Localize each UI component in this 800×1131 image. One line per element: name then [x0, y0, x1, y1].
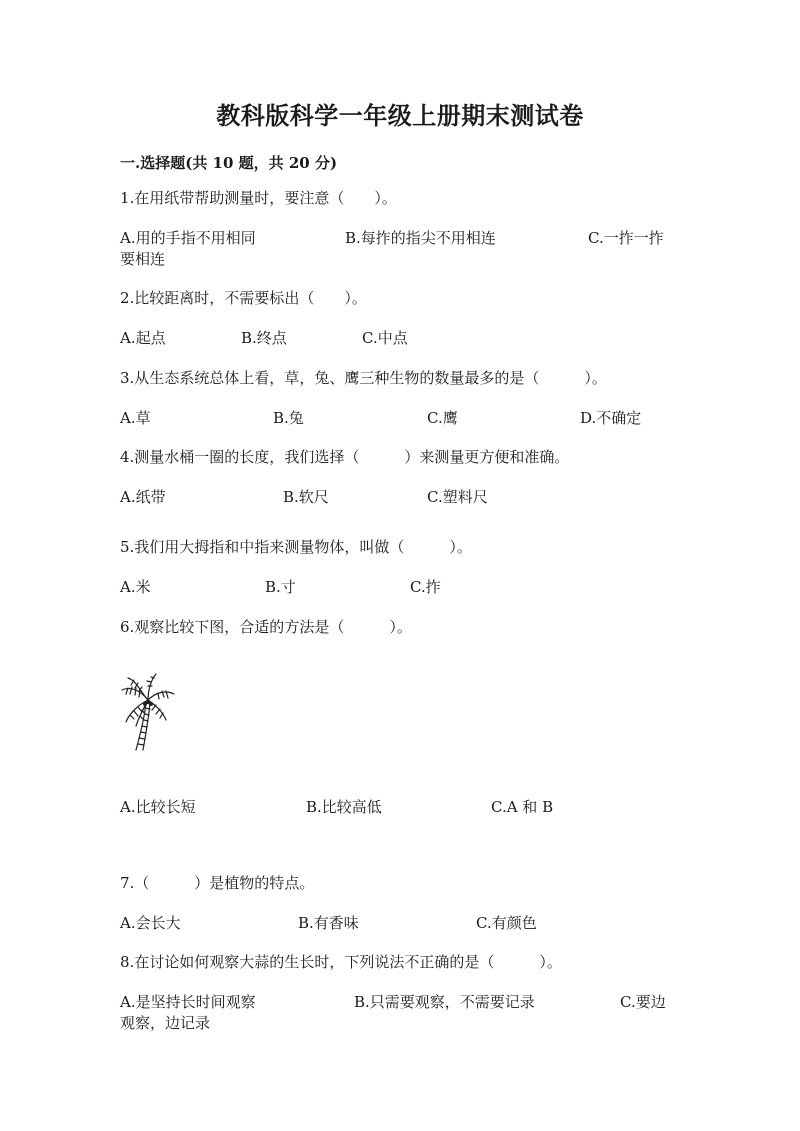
- question-6-stem: 6.观察比较下图，合适的方法是（ ）。: [120, 618, 412, 636]
- question-5-option-b[interactable]: B.寸: [265, 578, 296, 596]
- question-8-option-c[interactable]: C.要边: [620, 993, 666, 1011]
- question-1-option-b[interactable]: B.每拃的指尖不用相连: [345, 229, 496, 247]
- question-7-option-a[interactable]: A.会长大: [120, 914, 181, 932]
- question-5-option-c[interactable]: C.拃: [410, 578, 441, 596]
- palm-tree-icon: [118, 672, 178, 754]
- question-4-option-a[interactable]: A.纸带: [120, 488, 166, 506]
- question-6-option-a[interactable]: A.比较长短: [120, 798, 196, 816]
- question-1-stem: 1.在用纸带帮助测量时，要注意（ ）。: [120, 189, 397, 207]
- question-4-option-b[interactable]: B.软尺: [283, 488, 329, 506]
- question-8-option-b[interactable]: B.只需要观察，不需要记录: [354, 993, 535, 1011]
- question-2-option-a[interactable]: A.起点: [120, 329, 166, 347]
- question-3-option-a[interactable]: A.草: [120, 409, 151, 427]
- question-5-option-a[interactable]: A.米: [120, 578, 151, 596]
- question-7-option-b[interactable]: B.有香味: [298, 914, 359, 932]
- question-8-option-a[interactable]: A.是坚持长时间观察: [120, 993, 256, 1011]
- question-8-option-c-continuation: 观察，边记录: [120, 1014, 211, 1032]
- question-3-option-d[interactable]: D.不确定: [580, 409, 642, 427]
- question-3-option-c[interactable]: C.鹰: [427, 409, 458, 427]
- exam-title: 教科版科学一年级上册期末测试卷: [216, 101, 584, 130]
- question-1-option-a[interactable]: A.用的手指不用相同: [120, 229, 256, 247]
- section-heading: 一.选择题(共 10 题，共 20 分): [120, 154, 338, 172]
- question-2-option-c[interactable]: C.中点: [362, 329, 408, 347]
- question-6-option-b[interactable]: B.比较高低: [306, 798, 382, 816]
- question-8-stem: 8.在讨论如何观察大蒜的生长时，下列说法不正确的是（ ）。: [120, 953, 562, 971]
- question-4-stem: 4.测量水桶一圈的长度，我们选择（ ）来测量更方便和准确。: [120, 448, 570, 466]
- question-7-option-c[interactable]: C.有颜色: [476, 914, 537, 932]
- question-1-option-c-continuation: 要相连: [120, 250, 166, 268]
- question-6-option-c[interactable]: C.A 和 B: [491, 798, 554, 816]
- question-7-stem: 7.（ ）是植物的特点。: [120, 874, 315, 892]
- question-4-option-c[interactable]: C.塑料尺: [427, 488, 488, 506]
- question-1-option-c[interactable]: C.一拃一拃: [588, 229, 664, 247]
- question-2-option-b[interactable]: B.终点: [241, 329, 287, 347]
- question-3-stem: 3.从生态系统总体上看，草，兔、鹰三种生物的数量最多的是（ ）。: [120, 369, 607, 387]
- question-5-stem: 5.我们用大拇指和中指来测量物体，叫做（ ）。: [120, 538, 472, 556]
- question-3-option-b[interactable]: B.兔: [273, 409, 304, 427]
- question-2-stem: 2.比较距离时，不需要标出（ ）。: [120, 289, 367, 307]
